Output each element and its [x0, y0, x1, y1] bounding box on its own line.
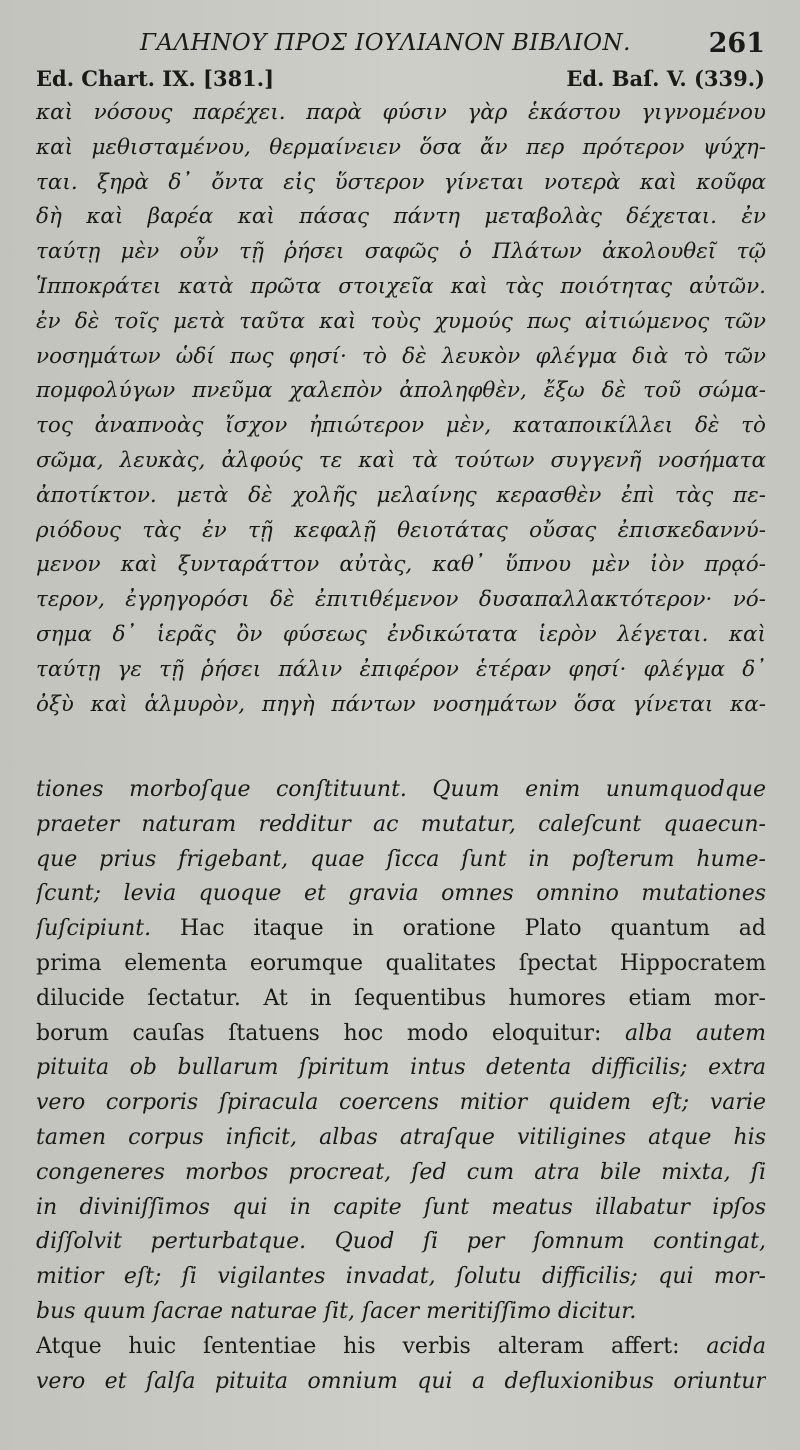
greek-line: καὶ μεθισταμένου, θερμαίνειεν ὅσα ἄν περ πρότερον ψύχη-	[36, 134, 766, 160]
latin-line: congeneres morbos procreat, ſed cum atra bile mixta, ſi	[36, 1159, 766, 1185]
greek-line: ταύτῃ μὲν οὖν τῇ ῥήσει σαφῶς ὁ Πλάτων ἀκολουθεῖ τῷ	[36, 239, 766, 265]
greek-line: ριόδους τὰς ἐν τῇ κεφαλῇ θειοτάτας οὔσας ἐπισκεδαννύ-	[36, 517, 766, 543]
latin-line: que prius frigebant, quae ſicca ſunt in poſterum hume-	[36, 846, 766, 872]
greek-line: τος ἀναπνοὰς ἴσχον ἠπιώτερον μὲν, καταποικίλλει δὲ τὸ	[36, 413, 766, 439]
latin-line: ſuſcipiunt. Hac itaque in oratione Plato quantum ad	[36, 916, 766, 942]
latin-line: in diviniſſimos qui in capite ſunt meatus illabatur ipſos	[36, 1194, 766, 1220]
edition-reference-basel: Ed. Baſ. V. (339.)	[566, 66, 765, 91]
greek-line: ται. ξηρὰ δ᾽ ὄντα εἰς ὕστερον γίνεται νοτερὰ καὶ κοῦφα	[36, 169, 766, 195]
greek-line: ἀποτίκτον. μετὰ δὲ χολῆς μελαίνης κερασθὲν ἐπὶ τὰς πε-	[36, 482, 766, 508]
greek-text-block	[36, 96, 766, 722]
latin-line: mitior eſt; ſi vigilantes invadat, ſolutu difficilis; qui mor-	[36, 1264, 766, 1290]
page-number: 261	[708, 28, 765, 59]
greek-line: νοσημάτων ὡδί πως φησί· τὸ δὲ λευκὸν φλέγμα διὰ τὸ τῶν	[36, 343, 766, 369]
greek-line: δὴ καὶ βαρέα καὶ πάσας πάντη μεταβολὰς δέχεται. ἐν	[36, 204, 766, 230]
greek-line: ἐν δὲ τοῖς μετὰ ταῦτα καὶ τοὺς χυμούς πως αἰτιώμενος τῶν	[36, 308, 766, 334]
latin-line: pituita ob bullarum ſpiritum intus detenta difficilis; extra	[36, 1055, 766, 1081]
greek-line: σῶμα, λευκὰς, ἀλφούς τε καὶ τὰ τούτων συγγενῆ νοσήματα	[36, 447, 766, 473]
running-title: ΓΑΛΗΝΟΥ ΠΡΟΣ ΙΟΥΛΙΑΝΟΝ ΒΙΒΛΙΟΝ.	[140, 30, 631, 56]
greek-line: ταύτῃ γε τῇ ῥήσει πάλιν ἐπιφέρον ἑτέραν φησί· φλέγμα δ᾽	[36, 656, 766, 682]
greek-line: μενον καὶ ξυνταράττον αὐτὰς, καθ᾽ ὕπνου μὲν ἰὸν πρᾳό-	[36, 552, 766, 578]
latin-line: dilucide ſectatur. At in ſequentibus humores etiam mor-	[36, 985, 766, 1011]
latin-line: borum cauſas ſtatuens hoc modo eloquitur: alba autem	[36, 1020, 766, 1046]
latin-line: tamen corpus inficit, albas atraſque vitiligines atque his	[36, 1124, 766, 1150]
latin-line: bus quum ſacrae naturae ſit, ſacer meritiſſimo dicitur.	[36, 1298, 637, 1324]
latin-line: tiones morboſque conſtituunt. Quum enim unumquodque	[36, 777, 766, 802]
latin-line: ſcunt; levia quoque et gravia omnes omnino mutationes	[36, 881, 766, 907]
greek-line: σημα δ᾽ ἱερᾶς ὂν φύσεως ἐνδικώτατα ἱερὸν λέγεται. καὶ	[36, 621, 766, 647]
greek-line: τερον, ἐγρηγορόσι δὲ ἐπιτιθέμενον δυσαπαλλακτότερον· νό-	[36, 587, 766, 613]
latin-line: Atque huic ſententiae his verbis alteram affert: acida	[36, 1333, 766, 1359]
latin-line: vero et ſalſa pituita omnium qui a defluxionibus oriuntur	[36, 1368, 766, 1394]
greek-line: ὀξὺ καὶ ἁλμυρὸν, πηγὴ πάντων νοσημάτων ὅσα γίνεται κα-	[36, 691, 766, 717]
edition-reference-chartier: Ed. Chart. IX. [381.]	[36, 66, 275, 91]
latin-line: praeter naturam redditur ac mutatur, caleſcunt quaecun-	[36, 811, 766, 837]
latin-line: vero corporis ſpiracula coercens mitior quidem eſt; varie	[36, 1090, 766, 1116]
greek-line: καὶ νόσους παρέχει. παρὰ φύσιν γὰρ ἑκάστου γιγνομένου	[36, 100, 766, 125]
latin-line: prima elementa eorumque qualitates ſpectat Hippocratem	[36, 950, 766, 976]
greek-line: Ἱπποκράτει κατὰ πρῶτα στοιχεῖα καὶ τὰς ποιότητας αὐτῶν.	[36, 273, 766, 299]
latin-text-block	[36, 773, 766, 1399]
latin-line: diſſolvit perturbatque. Quod ſi per ſomnum contingat,	[36, 1229, 766, 1255]
greek-line: πομφολύγων πνεῦμα χαλεπὸν ἀποληφθὲν, ἔξω δὲ τοῦ σώμα-	[36, 378, 766, 404]
